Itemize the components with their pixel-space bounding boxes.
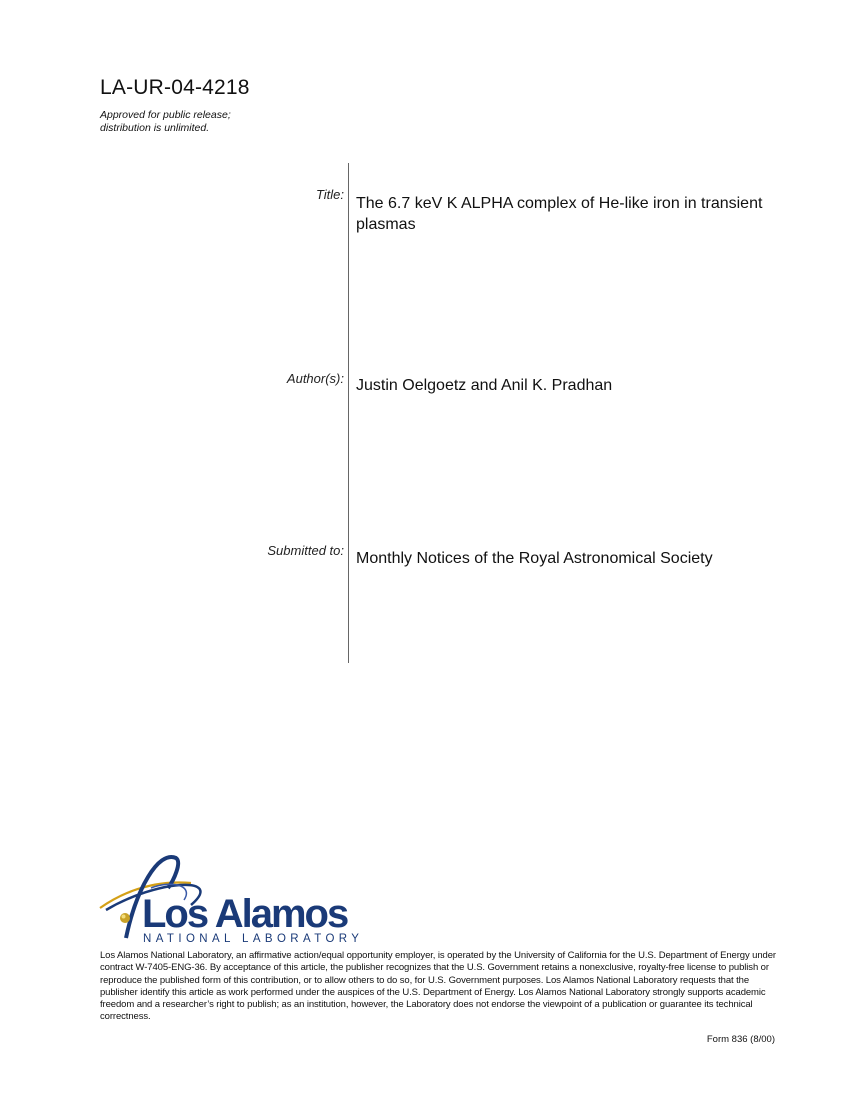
report-number: LA-UR-04-4218 (100, 76, 250, 99)
title-label: Title: (315, 187, 344, 202)
disclaimer-text: Los Alamos National Laboratory, an affirmative action/equal opportunity employer, is operated by the University of California for the U.S. Department of Energy under contract W-7405-ENG-36. By acceptance of this article, the publisher recognizes that the U.S. Government retains a nonexclusive, royalty-free license to publish or reproduce the published form of this contribution, or to allow others to do so, for U.S. Government purposes. Los Alamos National Laboratory requests that the publisher identify this article as work performed under the auspices of the U.S. Department of Energy. Los Alamos National Laboratory strongly supports academic freedom and a researcher’s right to publish; as an institution, however, the Laboratory does not endorse the viewpoint of a publication or guarantee its technical correctness. (100, 950, 776, 1023)
authors-label: Author(s): (286, 371, 344, 386)
logo-subtitle: NATIONAL LABORATORY (143, 933, 364, 945)
logo-nucleus (120, 913, 130, 923)
release-note (100, 109, 231, 135)
release-note-line-2: distribution is unlimited. (100, 122, 210, 134)
form-number: Form 836 (8/00) (706, 1034, 775, 1045)
submitted-to-value: Monthly Notices of the Royal Astronomical Society (356, 550, 713, 567)
field-divider (348, 163, 349, 663)
submitted-to-label: Submitted to: (267, 543, 344, 558)
title-value: The 6.7 keV K ALPHA complex of He-like iron in transient plasmas (356, 195, 763, 233)
release-note-line-1: Approved for public release; (100, 109, 231, 121)
logo-wordmark: Los Alamos (142, 892, 348, 936)
authors-value: Justin Oelgoetz and Anil K. Pradhan (356, 377, 613, 394)
